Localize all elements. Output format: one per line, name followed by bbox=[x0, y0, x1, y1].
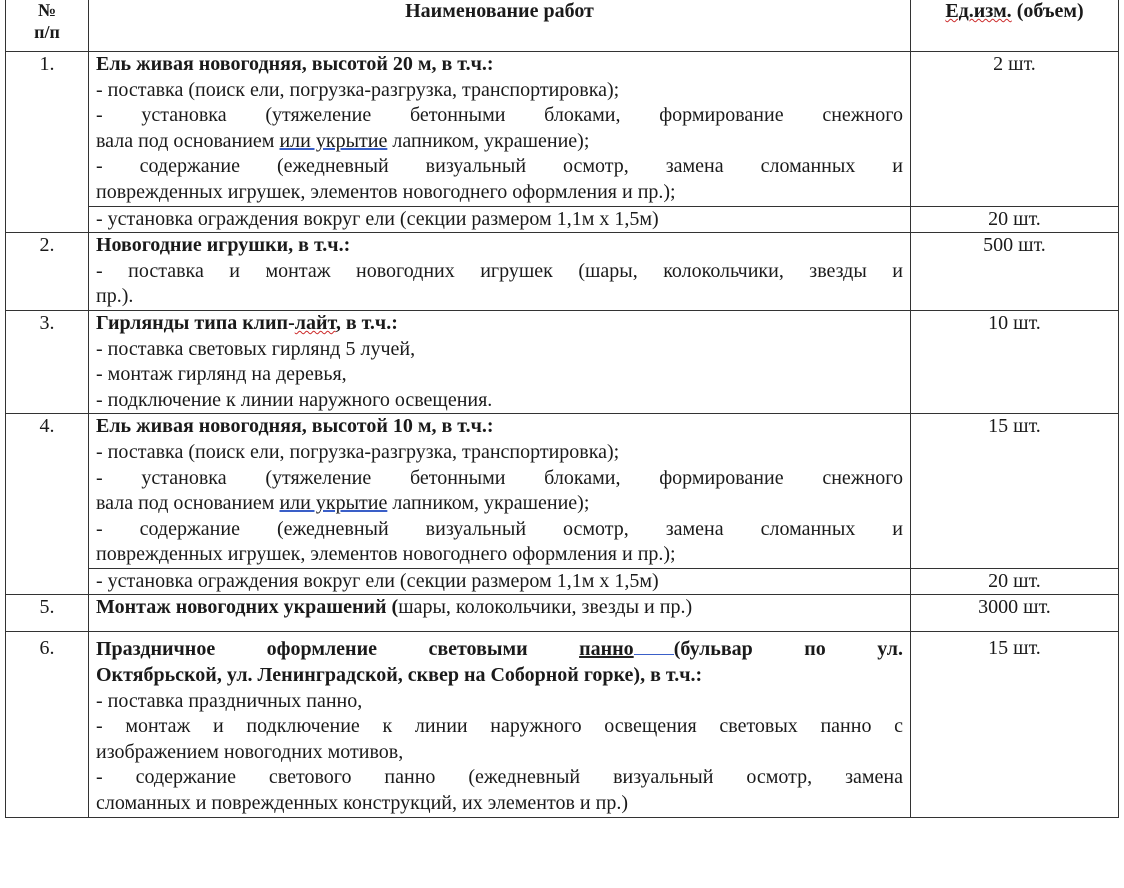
row-title-part: Гирлянды типа клип- bbox=[96, 311, 295, 334]
row-number: 3. bbox=[6, 310, 89, 413]
row-description bbox=[89, 632, 911, 817]
row-unit: 2 шт. bbox=[911, 52, 1119, 207]
row-sub-description: - установка ограждения вокруг ели (секции размером 1,1м х 1,5м) bbox=[89, 568, 911, 595]
row-title bbox=[96, 636, 903, 663]
row-title-part: (бульвар по ул. bbox=[673, 638, 903, 661]
row-line: - монтаж гирлянд на деревья, bbox=[96, 363, 347, 386]
row-line-part: лапником, украшение); bbox=[387, 492, 590, 515]
row-sub-unit: 20 шт. bbox=[911, 206, 1119, 233]
row-unit: 500 шт. bbox=[911, 233, 1119, 311]
row-title: Ель живая новогодняя, высотой 20 м, в т.ч.: bbox=[96, 53, 494, 75]
row-line: изображением новогодних мотивов, bbox=[96, 740, 404, 763]
row-line: - подключение к линии наружного освещения. bbox=[96, 388, 493, 411]
underline-spacer bbox=[634, 636, 674, 655]
header-number-label: п/п bbox=[34, 22, 60, 42]
row-description bbox=[89, 414, 911, 569]
row-line: - монтаж и подключение к линии наружного освещения световых панно с bbox=[96, 715, 903, 738]
row-line-part: вала под основанием bbox=[96, 492, 280, 515]
row-line: сломанных и поврежденных конструкций, их элементов и пр.) bbox=[96, 792, 628, 815]
row-number: 5. bbox=[6, 595, 89, 632]
row-description bbox=[89, 595, 911, 632]
table-row bbox=[6, 595, 1119, 632]
table-row bbox=[6, 52, 1119, 207]
table-row bbox=[6, 632, 1119, 817]
row-unit: 10 шт. bbox=[911, 310, 1119, 413]
row-number: 4. bbox=[6, 414, 89, 595]
row-line: - поставка и монтаж новогодних игрушек (шары, колокольчики, звезды и bbox=[96, 259, 903, 282]
row-title: Новогодние игрушки, в т.ч.: bbox=[96, 234, 351, 257]
row-description bbox=[89, 310, 911, 413]
table-row bbox=[6, 414, 1119, 569]
row-number: 6. bbox=[6, 632, 89, 817]
table-header-row bbox=[6, 0, 1119, 52]
row-number: 1. bbox=[6, 52, 89, 233]
header-number-symbol: № bbox=[37, 0, 57, 20]
row-line: - содержание (ежедневный визуальный осмотр, замена сломанных и bbox=[96, 517, 903, 540]
row-unit: 15 шт. bbox=[911, 414, 1119, 569]
row-line: - поставка световых гирлянд 5 лучей, bbox=[96, 337, 416, 360]
row-line bbox=[96, 129, 903, 155]
row-line bbox=[96, 491, 903, 517]
row-line: - поставка (поиск ели, погрузка-разгрузка, транспортировка); bbox=[96, 440, 620, 463]
works-table bbox=[5, 0, 1119, 818]
row-title-part: Праздничное оформление световыми bbox=[96, 638, 580, 661]
row-title: Ель живая новогодняя, высотой 10 м, в т.ч.: bbox=[96, 415, 494, 438]
row-title-spellcheck: лайт bbox=[294, 311, 336, 334]
row-sub-unit: 20 шт. bbox=[911, 568, 1119, 595]
table-subrow bbox=[6, 568, 1119, 595]
row-title-underlined: панно bbox=[579, 638, 634, 661]
row-unit: 15 шт. bbox=[911, 632, 1119, 817]
table-row bbox=[6, 233, 1119, 311]
row-line-part: вала под основанием bbox=[96, 129, 280, 152]
row-line-part: лапником, украшение); bbox=[387, 129, 590, 152]
row-title-rest: шары, колокольчики, звезды и пр.) bbox=[398, 596, 693, 619]
row-line: - содержание (ежедневный визуальный осмотр, замена сломанных и bbox=[96, 155, 903, 178]
row-sub-description: - установка ограждения вокруг ели (секции размером 1,1м х 1,5м) bbox=[89, 206, 911, 233]
header-unit-main: Ед.изм. bbox=[945, 0, 1012, 22]
row-line: поврежденных игрушек, элементов новогоднего оформления и пр.); bbox=[96, 180, 676, 203]
row-line: - установка (утяжеление бетонными блоками, формирование снежного bbox=[96, 104, 903, 127]
row-description bbox=[89, 52, 911, 207]
row-title: Монтаж новогодних украшений ( bbox=[96, 596, 399, 619]
table-row bbox=[6, 310, 1119, 413]
header-name-cell: Наименование работ bbox=[89, 0, 911, 52]
row-line-underlined: или укрытие bbox=[279, 129, 388, 152]
row-title-continued: Октябрьской, ул. Ленинградской, сквер на Соборной горке), в т.ч.: bbox=[96, 664, 703, 687]
row-title bbox=[96, 311, 903, 337]
row-line: пр.). bbox=[96, 285, 134, 308]
row-line-underlined: или укрытие bbox=[279, 492, 388, 515]
row-title-part: , в т.ч.: bbox=[335, 311, 398, 334]
header-unit-cell bbox=[911, 0, 1119, 52]
header-unit-extra: (объем) bbox=[1011, 0, 1084, 22]
header-number-cell bbox=[6, 0, 89, 52]
row-line: - поставка (поиск ели, погрузка-разгрузка, транспортировка); bbox=[96, 78, 620, 101]
row-line: поврежденных игрушек, элементов новогоднего оформления и пр.); bbox=[96, 543, 676, 566]
row-number: 2. bbox=[6, 233, 89, 311]
row-line: - поставка праздничных панно, bbox=[96, 689, 363, 712]
row-unit: 3000 шт. bbox=[911, 595, 1119, 632]
row-line: - установка (утяжеление бетонными блоками, формирование снежного bbox=[96, 466, 903, 489]
table-subrow bbox=[6, 206, 1119, 233]
row-description bbox=[89, 233, 911, 311]
row-line: - содержание светового панно (ежедневный визуальный осмотр, замена bbox=[96, 766, 903, 789]
